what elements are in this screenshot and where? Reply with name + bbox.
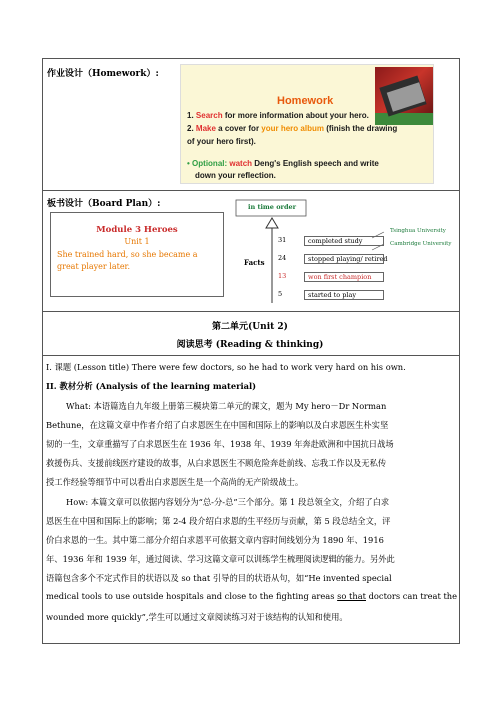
homework-card-title: Homework: [277, 95, 334, 107]
homework-item-1: 1. Search for more information about your hero.: [187, 111, 369, 120]
facts-label: Facts: [244, 258, 265, 267]
fact-age: 24: [278, 254, 287, 262]
homework-optional-cont: down your reflection.: [195, 171, 276, 180]
paragraph-line: medical tools to use outside hospitals and close to the fighting areas so that doctors can treat the: [46, 591, 458, 601]
module-title: Module 3 Heroes: [96, 225, 178, 235]
fact-row: completed study: [304, 236, 384, 246]
paragraph-line: 语篇包含多个不定式作目的状语以及 so that 引导的目的状语从句，如“He invented special: [46, 573, 392, 583]
divider: [42, 190, 460, 191]
fact-row: started to play: [304, 290, 384, 300]
paragraph-line: Bethune，在这篇文章中作者介绍了白求恩医生在中国和国际上的影响以及白求恩医生朴实坚: [46, 420, 389, 430]
homework-item-2: 2. Make a cover for your hero album (finish the drawing: [187, 124, 398, 133]
university-label: Cambridge University: [390, 241, 452, 247]
paragraph-line: 价白求恩的一生。其中第二部分介绍白求恩平可依据文章内容时间线划分为 1890 年、1916: [46, 535, 384, 545]
divider: [42, 311, 460, 312]
unit2-subtitle: 阅读思考 (Reading & thinking): [176, 340, 324, 350]
paragraph-line: 年、1936 年和 1939 年，通过阅读、学习这篇文章可以训练学生梳理阅读逻辑的能力。另外此: [46, 554, 395, 564]
fact-age: 5: [278, 290, 283, 298]
paragraph-line: How: 本篇文章可以依据内容划分为“总-分-总”三个部分。第 1 段总领全文，介绍了白求: [66, 497, 390, 507]
lesson-title-line: I. 课题 (Lesson title) There were few doctors, so he had to work very hard on his own.: [46, 362, 406, 372]
homework-label: 作业设计（Homework）:: [47, 69, 159, 79]
fact-age: 31: [278, 236, 287, 244]
unit2-title: 第二单元(Unit 2): [212, 322, 288, 332]
timeline-header: in time order: [248, 203, 297, 211]
paragraph-line: 韧的一生，文章重描写了白求恩医生在 1936 年、1938 年、1939 年奔赴欧洲和中国抗日战场: [46, 439, 394, 449]
unit-title: Unit 1: [124, 237, 150, 246]
fact-age: 13: [278, 272, 287, 280]
fact-row: won first champion: [304, 272, 384, 282]
timeline-arrow-icon: [266, 218, 278, 228]
paragraph-line: 救援伤兵、支援前线医疗建设的故事，从白求恩医生不顾危险奔赴前线、忘我工作以及无私传: [46, 458, 387, 468]
analysis-heading: II. 教材分析 (Analysis of the learning material): [46, 381, 257, 391]
paragraph-line: 授工作经验等细节中可以看出白求恩医生是一个高尚的无产阶级战士。: [46, 477, 304, 487]
homework-optional: • Optional: watch Deng's English speech and write: [187, 159, 379, 168]
paragraph-line: 恩医生在中国和国际上的影响；第 2-4 段介绍白求恩的生平经历与贡献，第 5 段总结全文，评: [46, 516, 391, 526]
paragraph-line: wounded more quickly”,学生可以通过文章阅读练习对于该结构的认知和使用。: [46, 612, 348, 622]
paragraph-line: What: 本语篇选自九年级上册第三模块第二单元的课文，题为 My hero－Dr Norman: [66, 401, 387, 411]
note-sentence: She trained hard, so she became a great player later.: [57, 250, 198, 271]
board-note-box: [50, 212, 224, 297]
hero-photo: [375, 67, 433, 125]
university-label: Tsinghua University: [390, 228, 446, 234]
homework-item-2-cont: of your hero first).: [187, 137, 256, 146]
board-plan-label: 板书设计（Board Plan）:: [47, 199, 161, 209]
homework-card: [180, 64, 434, 184]
fact-row: stopped playing/ retired: [304, 254, 384, 264]
divider: [42, 355, 460, 356]
